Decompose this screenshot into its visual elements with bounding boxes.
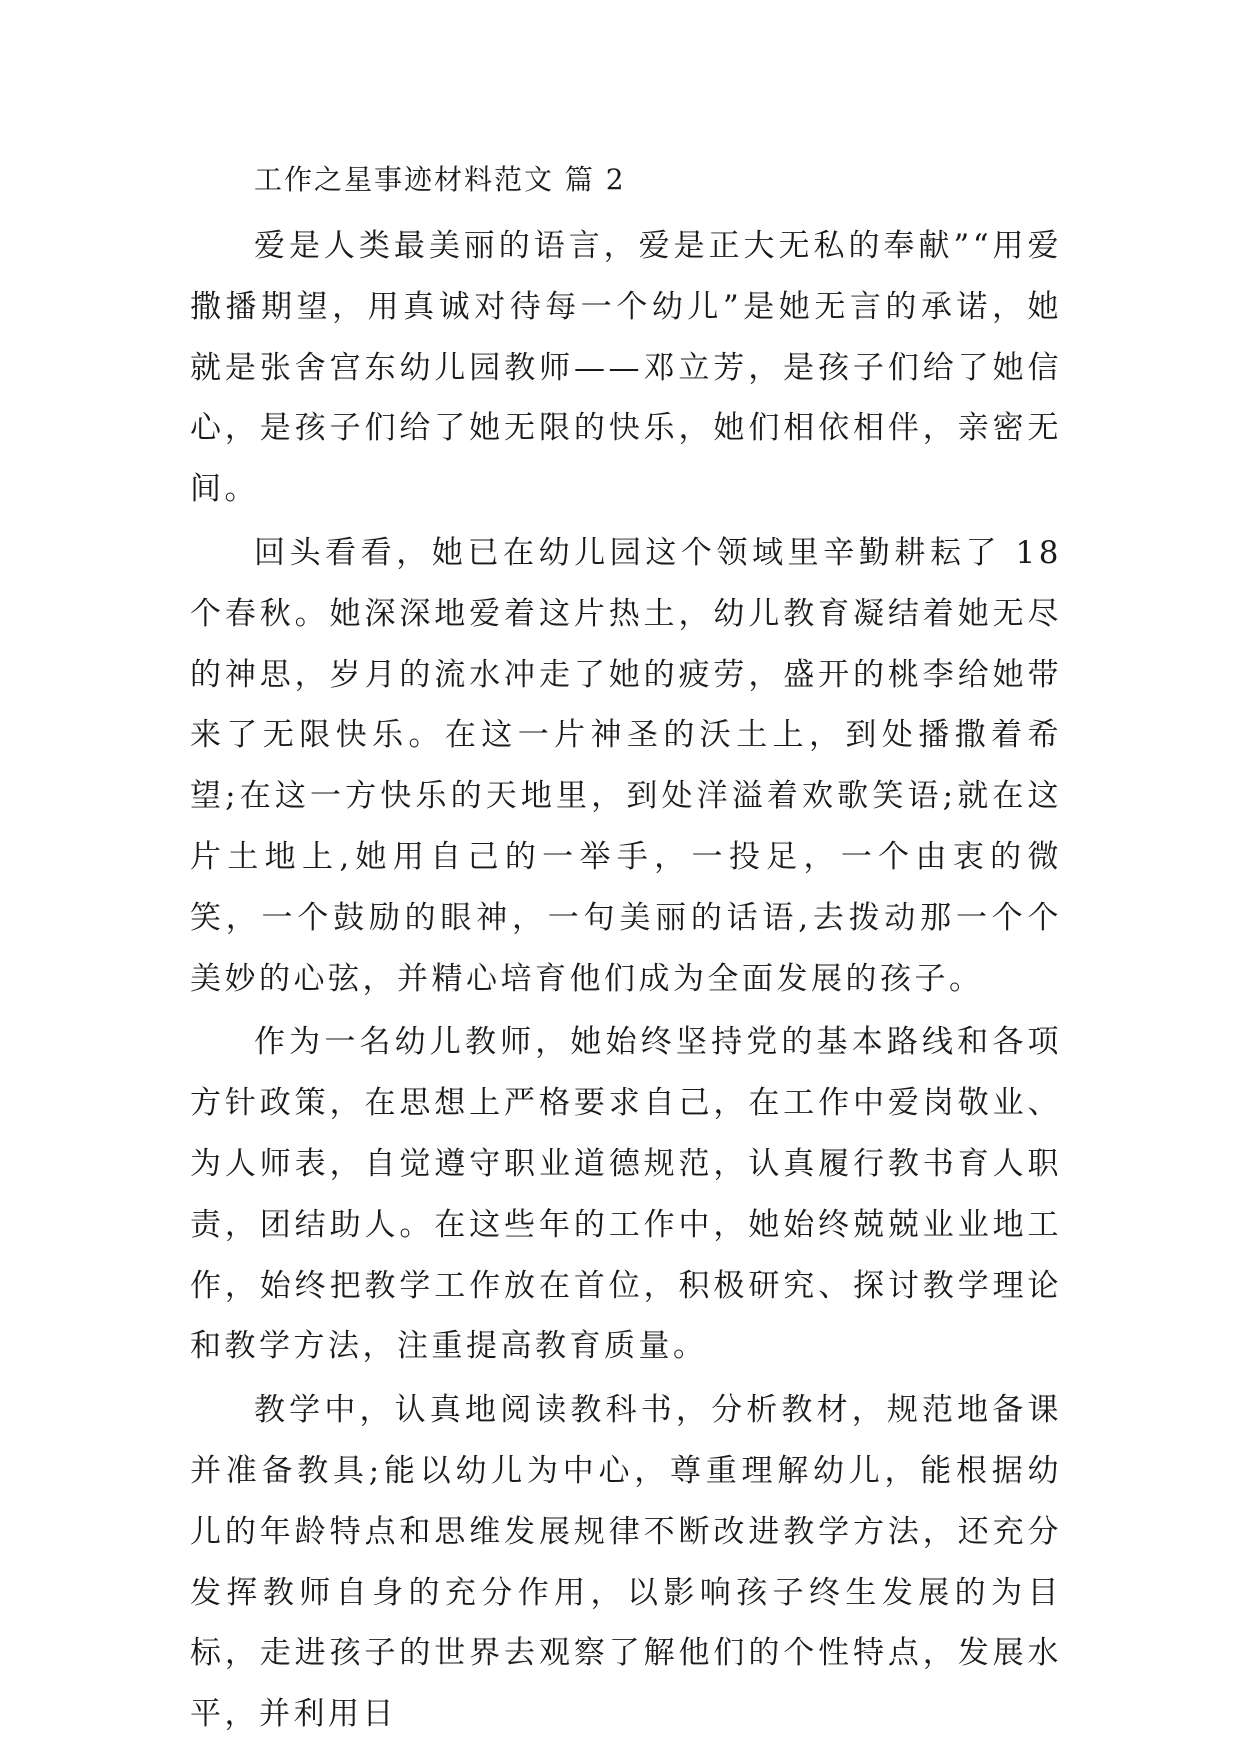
document-heading: 工作之星事迹材料范文 篇 2 xyxy=(254,163,626,196)
paragraph-1: 爱是人类最美丽的语言，爱是正大无私的奉献”“用爱撒播期望，用真诚对待每一个幼儿”是她无言的承诺，她就是张舍宫东幼儿园教师——邓立芳，是孩子们给了她信心，是孩子们给了她无限的快乐，她们相依相伴，亲密无间。 xyxy=(190,228,1062,508)
paragraph-2: 回头看看，她已在幼儿园这个领域里辛勤耕耘了 18 个春秋。她深深地爱着这片热土，幼儿教育凝结着她无尽的神思，岁月的流水冲走了她的疲劳，盛开的桃李给她带来了无限快乐。在这一片神圣的沃土上，到处播撒着希望;在这一方快乐的天地里，到处洋溢着欢歌笑语;就在这片土地上,她用自己的一举手，一投足，一个由衷的微笑，一个鼓励的眼神，一句美丽的话语,去拨动那一个个美妙的心弦，并精心培育他们成为全面发展的孩子。 xyxy=(190,534,1062,997)
paragraph-3: 作为一名幼儿教师，她始终坚持党的基本路线和各项方针政策，在思想上严格要求自己，在工作中爱岗敬业、为人师表，自觉遵守职业道德规范，认真履行教书育人职责，团结助人。在这些年的工作中，她始终兢兢业业地工作，始终把教学工作放在首位，积极研究、探讨教学理论和教学方法，注重提高教育质量。 xyxy=(190,1024,1062,1365)
paragraph-4: 教学中，认真地阅读教科书，分析教材，规范地备课并准备教具;能以幼儿为中心，尊重理解幼儿，能根据幼儿的年龄特点和思维发展规律不断改进教学方法，还充分发挥教师自身的充分作用，以影响孩子终生发展的为目标，走进孩子的世界去观察了解他们的个性特点，发展水平，并利用日 xyxy=(190,1392,1062,1733)
document-body xyxy=(190,160,1062,1748)
